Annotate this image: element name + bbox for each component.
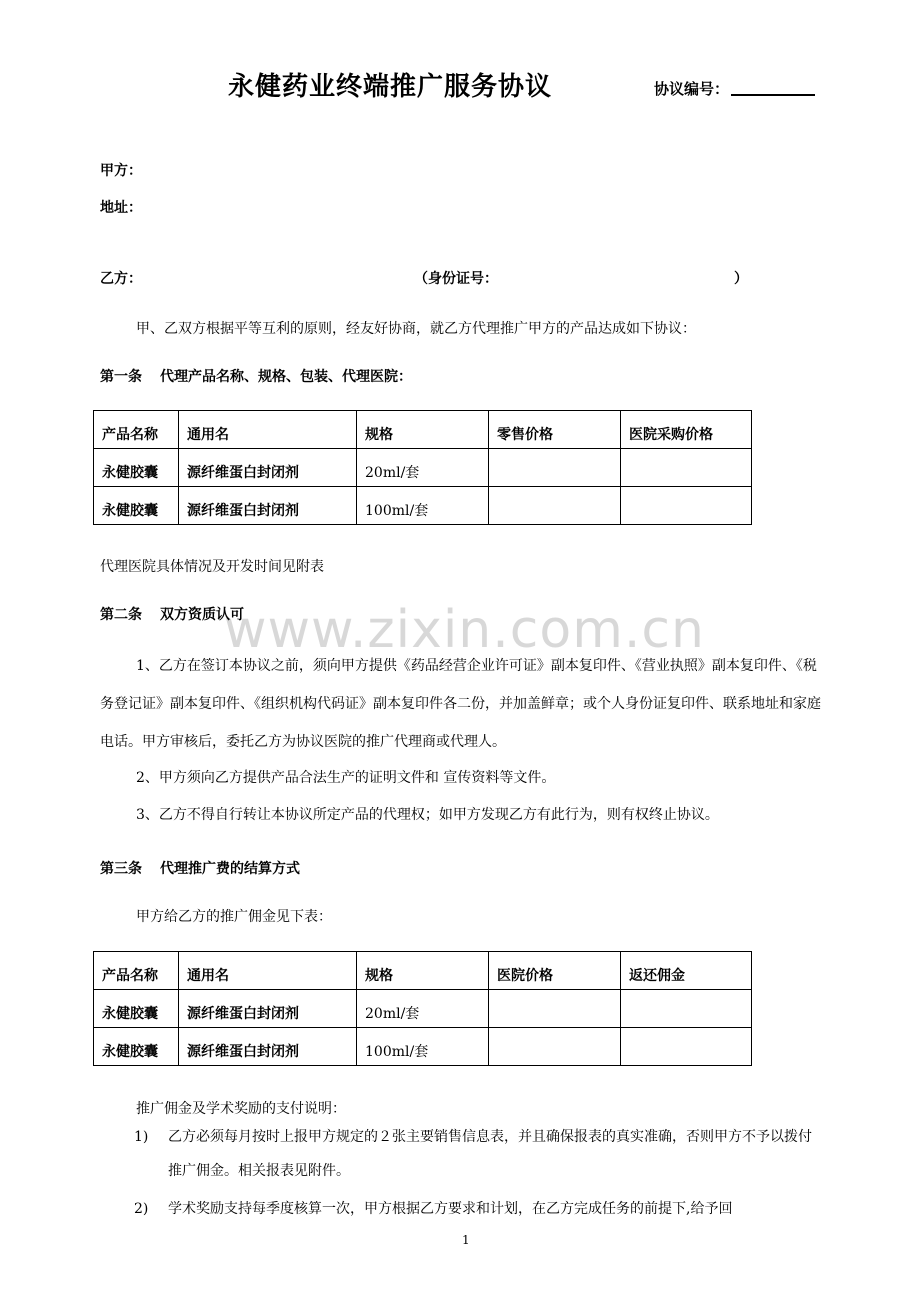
article-1-heading	[100, 366, 412, 386]
article-3-number: 第三条	[100, 861, 142, 877]
id-number-close: ）	[734, 271, 748, 287]
table-cell: 源纤维蛋白封闭剂	[179, 990, 357, 1028]
product-price-table	[93, 410, 752, 525]
article-2-item-1: 1、乙方在签订本协议之前，须向甲方提供《药品经营企业许可证》副本复印件、《营业执照》副本复印件、《税务登记证》副本复印件、《组织机构代码证》副本复印件各二份，并加盖鲜章；或个人身份证复印件、联系地址和家庭电话。甲方审核后，委托乙方为协议医院的推广代理商或代理人。	[100, 658, 821, 750]
payment-item-text: 学术奖励支持每季度核算一次，甲方根据乙方要求和计划，在乙方完成任务的前提下,给予回	[168, 1201, 733, 1217]
table-header-row	[94, 952, 752, 990]
article-2-item-2: 2、甲方须向乙方提供产品合法生产的证明文件和 宣传资料等文件。	[136, 770, 556, 786]
table-cell: 永健胶囊	[94, 990, 179, 1028]
page-number: 1	[462, 1233, 470, 1247]
table-header-cell: 返还佣金	[621, 952, 752, 990]
article-3-heading	[100, 858, 300, 878]
agreement-number	[654, 78, 815, 99]
table-header-cell: 产品名称	[94, 411, 179, 449]
table-cell	[621, 449, 752, 487]
payment-item-1	[100, 1120, 822, 1188]
table-cell: 永健胶囊	[94, 487, 179, 525]
intro-paragraph: 甲、乙双方根据平等互利的原则，经友好协商，就乙方代理推广甲方的产品达成如下协议：	[136, 321, 696, 337]
table-cell	[489, 990, 621, 1028]
table-header-cell: 医院价格	[489, 952, 621, 990]
table-row	[94, 449, 752, 487]
table-cell: 源纤维蛋白封闭剂	[179, 487, 357, 525]
commission-table	[93, 951, 752, 1066]
agreement-number-blank	[731, 78, 815, 96]
address-label: 地址：	[100, 200, 142, 216]
commission-intro: 甲方给乙方的推广佣金见下表：	[136, 909, 332, 925]
party-a-label: 甲方：	[100, 163, 142, 179]
table-header-cell: 产品名称	[94, 952, 179, 990]
table-cell: 源纤维蛋白封闭剂	[179, 449, 357, 487]
table-cell	[489, 449, 621, 487]
table-header-cell: 规格	[357, 411, 489, 449]
hospital-note: 代理医院具体情况及开发时间见附表	[100, 559, 324, 575]
article-2-heading	[100, 604, 244, 624]
table-cell: 100ml/套	[357, 1028, 489, 1066]
article-1-number: 第一条	[100, 369, 142, 385]
payment-item-marker: 1)	[134, 1129, 149, 1145]
table-cell: 永健胶囊	[94, 449, 179, 487]
document-title: 永健药业终端推广服务协议	[228, 72, 553, 102]
watermark: www.zixin.com.cn	[224, 600, 705, 660]
id-number-label: （身份证号：	[414, 271, 498, 287]
article-2-title: 双方资质认可	[160, 607, 244, 623]
article-3-title: 代理推广费的结算方式	[160, 861, 300, 877]
table-cell	[621, 990, 752, 1028]
table-row	[94, 990, 752, 1028]
payment-note: 推广佣金及学术奖励的支付说明：	[136, 1101, 346, 1117]
table-cell: 100ml/套	[357, 487, 489, 525]
payment-item-2	[100, 1192, 822, 1226]
table-header-cell: 通用名	[179, 952, 357, 990]
table-cell	[489, 1028, 621, 1066]
table-cell: 20ml/套	[357, 449, 489, 487]
article-1-title: 代理产品名称、规格、包装、代理医院：	[160, 369, 412, 385]
table-header-cell: 零售价格	[489, 411, 621, 449]
table-header-row	[94, 411, 752, 449]
table-cell	[621, 1028, 752, 1066]
party-b-label: 乙方：	[100, 271, 142, 287]
table-header-cell: 规格	[357, 952, 489, 990]
table-header-cell: 通用名	[179, 411, 357, 449]
table-row	[94, 1028, 752, 1066]
payment-item-text: 乙方必须每月按时上报甲方规定的２张主要销售信息表，并且确保报表的真实准确，否则甲方不予以拨付推广佣金。相关报表见附件。	[168, 1129, 812, 1179]
table-cell: 源纤维蛋白封闭剂	[179, 1028, 357, 1066]
table-header-cell: 医院采购价格	[621, 411, 752, 449]
table-cell	[489, 487, 621, 525]
article-2-number: 第二条	[100, 607, 142, 623]
article-2-item-3: 3、乙方不得自行转让本协议所定产品的代理权；如甲方发现乙方有此行为，则有权终止协议。	[136, 807, 719, 823]
table-cell	[621, 487, 752, 525]
payment-item-marker: 2)	[134, 1201, 149, 1217]
table-cell: 20ml/套	[357, 990, 489, 1028]
agreement-number-label: 协议编号：	[654, 80, 730, 98]
table-cell: 永健胶囊	[94, 1028, 179, 1066]
table-row	[94, 487, 752, 525]
